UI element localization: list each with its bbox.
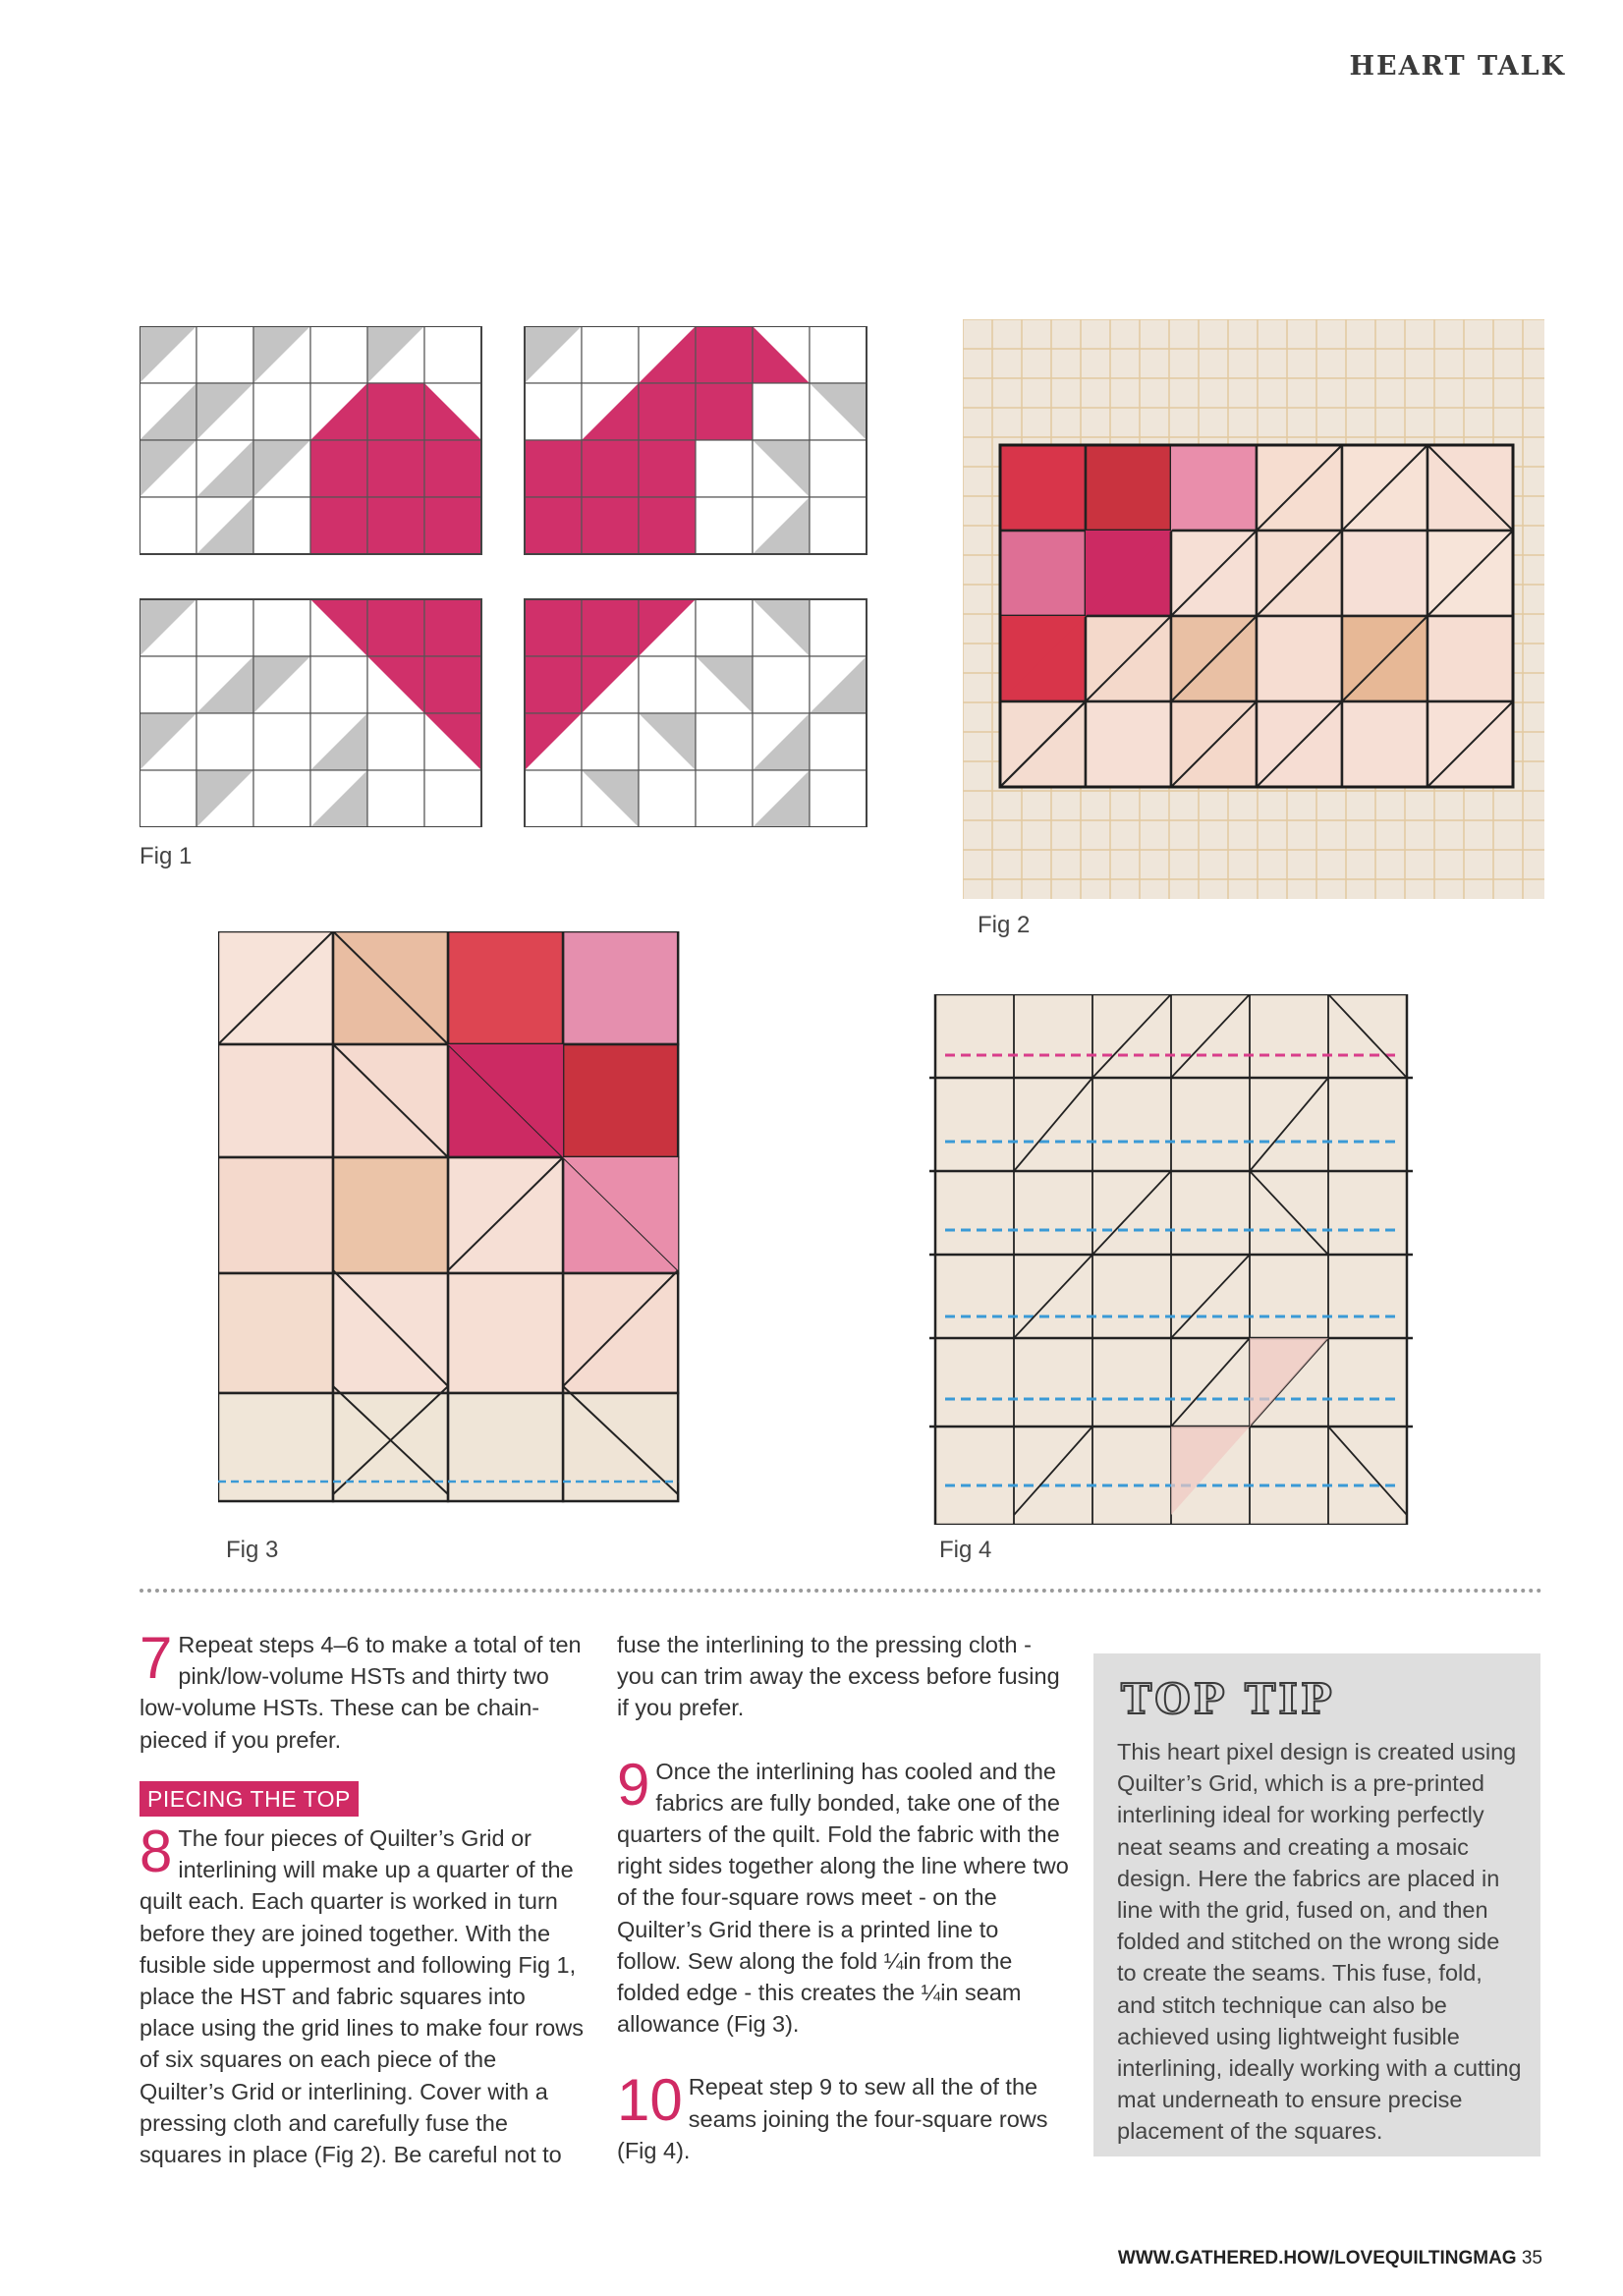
grid-cell [810,770,867,827]
heart-square [582,497,639,554]
grid-cell [310,326,367,383]
grid-cell [810,713,867,770]
top-tip-box [1093,1653,1540,2156]
fig3-photo [218,931,680,1511]
step-number: 7 [140,1625,173,1691]
fabric-square [1000,445,1086,531]
grid-cell [810,440,867,497]
fig2-photo [963,319,1544,899]
fabric-square [333,1393,448,1501]
heart-square [582,440,639,497]
grid-cell [696,770,753,827]
heart-square [525,440,582,497]
heart-square [310,497,367,554]
grid-cell [696,440,753,497]
heart-square [424,440,481,497]
fabric-square [448,931,563,1044]
top-tip-title: TOP TIP [1121,1675,1335,1723]
grid-cell [253,770,310,827]
grid-cell [310,656,367,713]
grid-cell [253,713,310,770]
grid-cell [753,656,810,713]
step-text: The four pieces of Quilter’s Grid or interlining will make up a quarter of the quilt each. Each quarter is worked in turn before they are joined together. With the fusible side uppermost and following Fig 1, place the HST and fabric squares into place using the grid lines to make four rows of six squares on each piece of the Quilter’s Grid or interlining. Cover with a pressing cloth and carefully fuse the squares in place (Fig 2). Be careful not to [140,1825,584,2168]
heart-square [525,656,582,713]
fabric-square [563,1393,678,1501]
fabric-square [1086,445,1171,531]
grid-cell [196,326,253,383]
grid-cell [424,770,481,827]
grid-cell [253,497,310,554]
grid-cell [424,326,481,383]
divider [140,1589,1542,1593]
fabric-square [333,1157,448,1273]
footer-url: WWW.GATHERED.HOW/LOVEQUILTINGMAG [1117,2248,1517,2268]
step-text: Repeat steps 4–6 to make a total of ten pink/low-volume HSTs and thirty two low-volume HSTs. These can be chain-pieced if you prefer. [140,1632,582,1753]
step-9 [617,1751,1069,2041]
step-number: 9 [617,1751,650,1818]
column-2 [617,1629,1069,2166]
fabric-square [1000,531,1086,616]
footer [1118,2248,1542,2269]
heart-square [639,497,696,554]
grid-cell [639,656,696,713]
fabric-square [218,1044,333,1157]
grid-cell [753,383,810,440]
fig1-caption: Fig 1 [140,843,193,869]
grid-cell [196,713,253,770]
fabric-square [1257,616,1342,701]
grid-cell [140,497,196,554]
heart-square [639,383,696,440]
grid-cell [140,656,196,713]
fabric-square [333,1273,448,1393]
grid-cell [696,713,753,770]
step-number: 10 [617,2067,683,2134]
heart-square [367,383,424,440]
fig4-photo [922,994,1423,1525]
step-8-continued: fuse the interlining to the pressing cloth - you can trim away the excess before fusing if you prefer. [617,1632,1060,1721]
step-7 [140,1625,584,1756]
heart-square [424,599,481,656]
grid-cell [253,383,310,440]
heart-square [367,599,424,656]
grid-cell [582,326,639,383]
heart-square [639,440,696,497]
grid-cell [810,599,867,656]
step-number: 8 [140,1819,173,1885]
fig4-caption: Fig 4 [939,1537,992,1563]
section-title: HEART TALK [1349,51,1566,82]
grid-cell [367,713,424,770]
fabric-square [563,1044,678,1157]
fabric-square [218,1393,333,1501]
grid-cell [582,713,639,770]
heart-square [367,497,424,554]
column-1 [140,1625,584,2170]
grid-cell [367,770,424,827]
grid-cell [696,599,753,656]
grid-cell [810,326,867,383]
grid-cell [196,599,253,656]
grid-cell [810,497,867,554]
step-10 [617,2067,1069,2166]
fig3-caption: Fig 3 [226,1537,279,1563]
fabric-square [563,931,678,1044]
heart-square [310,440,367,497]
grid-cell [140,770,196,827]
fabric-square [448,1393,563,1501]
fabric-square [563,1273,678,1393]
top-tip-text: This heart pixel design is created using Quilter’s Grid, which is a pre-printed interlining ideal for working perfectly neat seams and creating a mosaic design. Here the fabrics are placed in line with the grid, fused on, and then folded and stitched on the wrong side to create the seams. This fuse, fold, and stitch technique can also be achieved using lightweight fusible interlining, ideally working with a cutting mat underneath to ensure precise placement of the squares. [1117,1739,1522,2145]
heart-square [582,599,639,656]
fig1-diagram [140,326,875,827]
step-text: Once the interlining has cooled and the fabrics are fully bonded, take one of the quarters of the quilt. Fold the fabric with the right sides together along the line where two of the four-square rows meet - on the Quilter’s Grid there is a printed line to follow. Sew along the fold ¼in from the folded edge - this creates the ¼in seam allowance (Fig 3). [617,1758,1069,2038]
section-heading: PIECING THE TOP [140,1781,359,1817]
fabric-square [1342,531,1427,616]
fabric-square [1342,701,1427,787]
step-8 [140,1819,584,2170]
fabric-square [218,1273,333,1393]
grid-cell [696,497,753,554]
grid-cell [639,770,696,827]
fig2-caption: Fig 2 [978,912,1031,938]
fabric-square [218,1157,333,1273]
grid-cell [253,599,310,656]
heart-square [424,497,481,554]
grid-cell [525,383,582,440]
page-number: 35 [1521,2248,1542,2268]
heart-square [525,599,582,656]
fabric-square [1427,616,1513,701]
step-text: Repeat step 9 to sew all the of the seams joining the four-square rows (Fig 4). [617,2074,1048,2163]
heart-square [525,497,582,554]
heart-square [696,326,753,383]
grid-cell [525,770,582,827]
fabric-square [448,1273,563,1393]
heart-square [367,440,424,497]
fabric-square [1086,701,1171,787]
heart-square [424,656,481,713]
heart-square [696,383,753,440]
